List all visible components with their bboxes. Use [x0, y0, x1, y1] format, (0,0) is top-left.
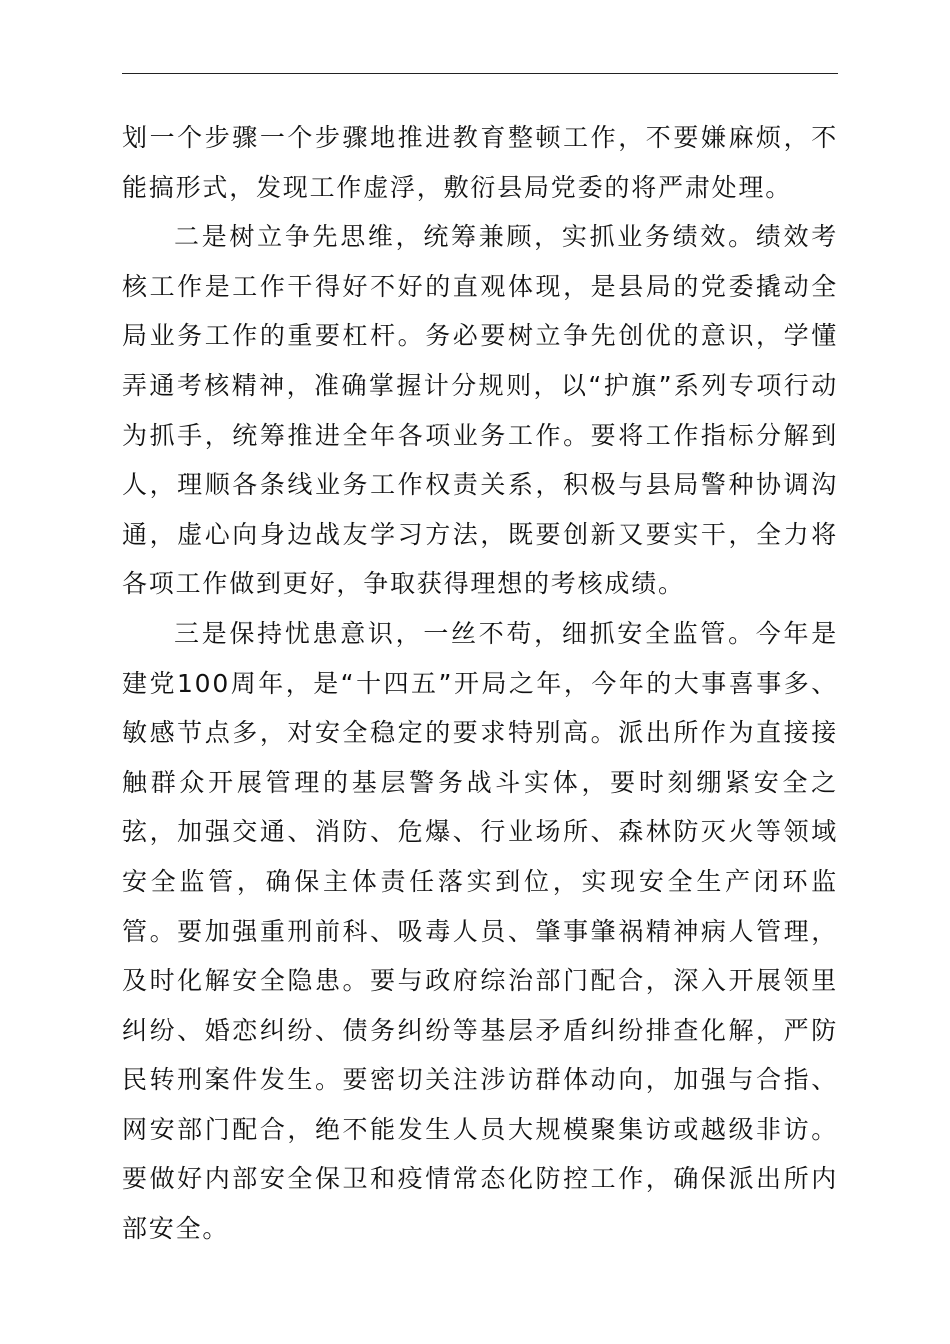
document-body — [122, 113, 838, 1254]
paragraph-safety: 三是保持忧患意识，一丝不苟，细抓安全监管。今年是建党100周年，是“十四五”开局之年，今年的大事喜事多、敏感节点多，对安全稳定的要求特别高。派出所作为直接接触群众开展管理的基层警务战斗实体，要时刻绷紧安全之弦，加强交通、消防、危爆、行业场所、森林防灭火等领域安全监管，确保主体责任落实到位，实现安全生产闭环监管。要加强重刑前科、吸毒人员、肇事肇祸精神病人管理，及时化解安全隐患。要与政府综治部门配合，深入开展领里纠纷、婚恋纠纷、债务纠纷等基层矛盾纠纷排查化解，严防民转刑案件发生。要密切关注涉访群体动向，加强与合指、网安部门配合，绝不能发生人员大规模聚集访或越级非访。要做好内部安全保卫和疫情常态化防控工作，确保派出所内部安全。 — [122, 618, 838, 1244]
paragraph-performance: 二是树立争先思维，统筹兼顾，实抓业务绩效。绩效考核工作是工作干得好不好的直观体现，是县局的党委撬动全局业务工作的重要杠杆。务必要树立争先创优的意识，学懂弄通考核精神，准确掌握计分规则，以“护旗”系列专项行动为抓手，统筹推进全年各项业务工作。要将工作指标分解到人，理顺各条线业务工作权责关系，积极与县局警种协调沟通，虚心向身边战友学习方法，既要创新又要实干，全力将各项工作做到更好，争取获得理想的考核成绩。 — [122, 222, 838, 599]
header-divider — [122, 73, 838, 74]
paragraph-continuation: 划一个步骤一个步骤地推进教育整顿工作，不要嫌麻烦，不能搞形式，发现工作虚浮，敷衍县局党委的将严肃处理。 — [122, 123, 838, 202]
